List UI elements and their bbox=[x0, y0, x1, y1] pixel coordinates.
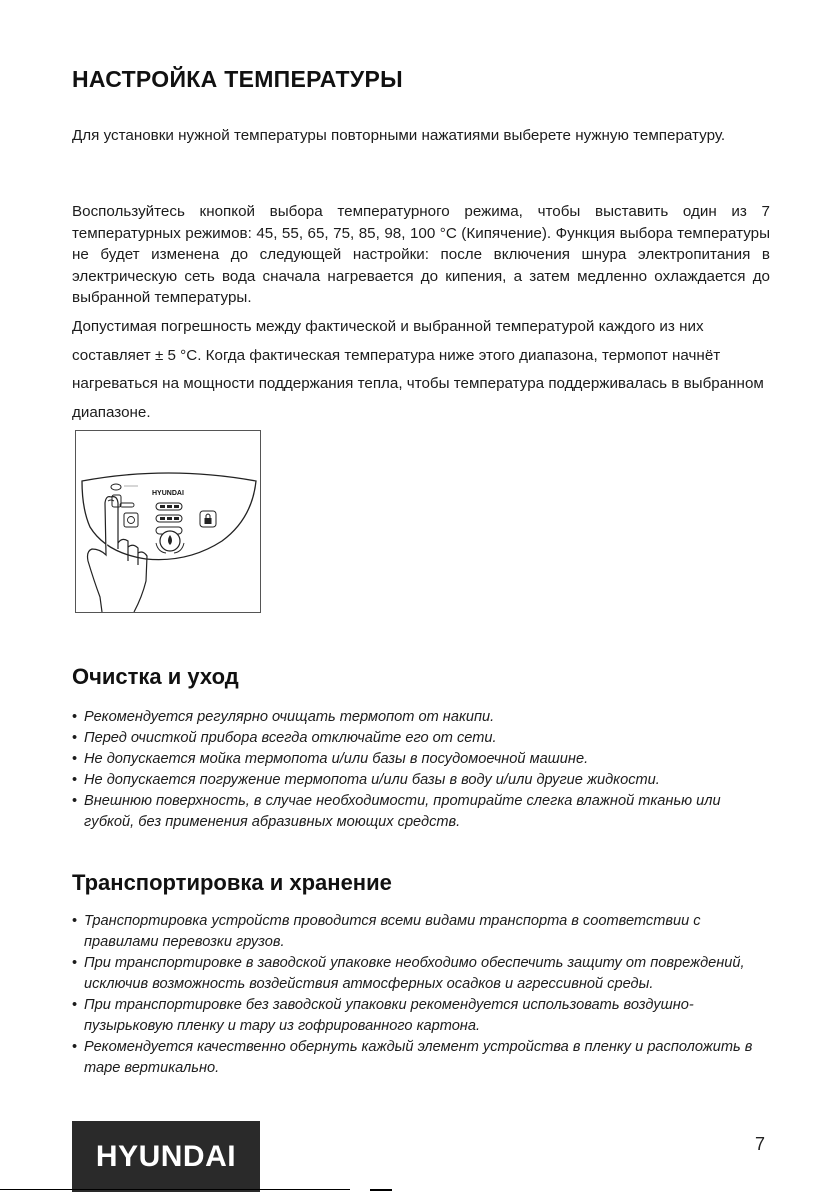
led-1a bbox=[160, 505, 165, 508]
section-title-temperature: НАСТРОЙКА ТЕМПЕРАТУРЫ bbox=[72, 66, 403, 92]
list-item: • Рекомендуется качественно обернуть каждый элемент устройства в пленку и расположить в таре вертикально. bbox=[72, 1037, 772, 1079]
led-2a bbox=[160, 517, 165, 520]
list-item: • Не допускается мойка термопота и/или базы в посудомоечной машине. bbox=[72, 749, 772, 770]
led-1c bbox=[174, 505, 179, 508]
brand-logo-text: HYUNDAI bbox=[95, 1139, 237, 1173]
reboil-button-icon bbox=[124, 513, 138, 527]
intro-paragraph: Для установки нужной температуры повторными нажатиями выберете нужную температуру. bbox=[72, 127, 726, 144]
bottom-rule bbox=[0, 1189, 350, 1190]
led-2c bbox=[174, 517, 179, 520]
page-number: 7 bbox=[755, 1134, 766, 1154]
control-panel-illustration bbox=[75, 430, 261, 613]
list-item: • Перед очисткой прибора всегда отключайте его от сети. bbox=[72, 728, 772, 749]
list-item: • При транспортировке в заводской упаковке необходимо обеспечить защиту от повреждений, исключив возможность воздействия атмосферных осадков и агрессивной среды. bbox=[72, 953, 772, 995]
led-2b bbox=[167, 517, 172, 520]
list-item: • Транспортировка устройств проводится всеми видами транспорта в соответствии с правилами перевозки грузов. bbox=[72, 911, 772, 953]
hand-little-finger bbox=[134, 552, 147, 612]
list-item: • При транспортировке без заводской упаковки рекомендуется использовать воздушно-пузырьковую пленку и тару из гофрированного картона. bbox=[72, 995, 772, 1037]
section-title-care: Очистка и уход bbox=[72, 664, 239, 689]
modes-paragraph: Воспользуйтесь кнопкой выбора температурного режима, чтобы выставить один из 7 температурных режимов: 45, 55, 65, 75, 85, 98, 100 °C (Кипячение). Функция выбора температуры не будет изменена до следующей настройки: после включения шнура электропитания в электрическую сеть вода сначала нагревается до кипения, а затем медленно охлаждается до выбранной температуры. bbox=[72, 203, 770, 307]
control-panel-drawing bbox=[76, 431, 260, 612]
bottom-mark bbox=[370, 1189, 392, 1191]
transport-list bbox=[72, 911, 772, 1079]
panel-brand-text: HYUNDAI bbox=[152, 490, 184, 497]
tolerance-paragraph: Допустимая погрешность между фактической и выбранной температурой каждого из них составляет ± 5 °C. Когда фактическая температура ниже этого диапазона, термопот начнёт нагреваться на мощности поддержания тепла, чтобы температура поддерживалась в выбранном диапазоне. bbox=[72, 318, 764, 421]
brand-logo bbox=[72, 1121, 260, 1192]
list-item: • Не допускается погружение термопота и/или базы в воду и/или другие жидкости. bbox=[72, 770, 772, 791]
section-title-transport: Транспортировка и хранение bbox=[72, 870, 392, 895]
list-item: • Рекомендуется регулярно очищать термопот от накипи. bbox=[72, 707, 772, 728]
lock-body-icon bbox=[205, 518, 212, 524]
list-item: • Внешнюю поверхность, в случае необходимости, протирайте слегка влажной тканью или губкой, без применения абразивных моющих средств. bbox=[72, 791, 772, 833]
care-list bbox=[72, 707, 772, 833]
led-1b bbox=[167, 505, 172, 508]
